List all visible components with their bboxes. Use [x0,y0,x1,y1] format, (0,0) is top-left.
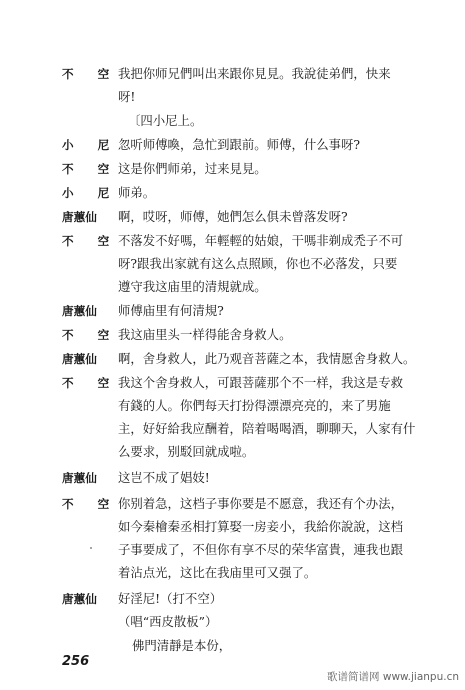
speaker-name: 不 空 [62,497,120,511]
dialogue-line [62,209,457,225]
dialogue-text: 么要求，别駁回就成啦。 [118,444,255,459]
dialogue-text: 我把你师兄們叫出来跟你見見。我說徒弟們，快来 [118,66,391,81]
dialogue-continuation [118,256,463,272]
dialogue-text: 着沾点光，这比在我庙里可又强了。 [118,565,317,580]
page-number: 256 [62,654,90,669]
dialogue-text: 这岂不成了娼妓! [118,470,210,485]
dialogue-continuation [118,89,463,105]
dialogue-line [62,351,457,367]
dialogue-line [62,161,457,177]
dialogue-continuation [118,398,463,414]
dialogue-line [62,470,457,486]
dialogue-text: 这是你們师弟，过来見見。 [118,161,267,176]
dialogue-continuation [118,279,463,295]
speaker-name: 不 空 [62,162,120,176]
dialogue-continuation [118,421,463,437]
dialogue-text: 好淫尼!（打不空） [118,591,223,606]
dialogue-text: 啊，舍身救人，此乃观音菩薩之本，我情愿舍身救人。 [118,351,416,366]
site-watermark: 歌谱简谱网 www.jianpu.cn [327,671,459,683]
speaker-name: 唐蕙仙 [62,471,97,485]
speaker-name: 不 空 [62,328,120,342]
dialogue-continuation [118,519,463,535]
dialogue-text: 忽听师傅喚，急忙到跟前。师傅，什么事呀? [118,137,361,152]
dialogue-text: 不落发不好嗎，年輕輕的姑娘，干嗎非剃成禿子不可 [118,233,403,248]
speaker-name: 唐蕙仙 [62,352,97,366]
dialogue-line [62,66,457,82]
speaker-name: 唐蕙仙 [62,304,97,318]
dialogue-text: 遵守我这庙里的清規就成。 [118,279,267,294]
dialogue-text: 子事要成了，不但你有享不尽的荣华富貴，連我也跟 [118,542,403,557]
dialogue-line [62,185,457,201]
dialogue-line [62,375,457,391]
dialogue-text: 主，好好給我应酬着，陪着喝喝酒，聊聊天，人家有什 [118,421,416,436]
dialogue-continuation [118,444,463,460]
dialogue-text: 啊，哎呀，师傅，她們怎么俱未曾落发呀? [118,209,348,224]
dialogue-line [62,137,457,153]
lyric-line: 佛門清靜是本份， [132,638,232,653]
dialogue-text: 师傅庙里有何清規? [118,303,224,318]
stage-direction: 〔四小尼上。 [128,113,203,128]
dialogue-line [62,233,457,249]
speaker-name: 唐蕙仙 [62,592,97,606]
dialogue-continuation [118,542,463,558]
dialogue-text: 呀?跟我出家就有这么点照顾，你也不必落发，只要 [118,256,398,271]
speaker-name: 不 空 [62,67,120,81]
dialogue-line [62,303,457,319]
dialogue-continuation [118,565,463,581]
dialogue-text: 我这个舍身救人，可跟菩薩那个不一样，我这是专救 [118,375,403,390]
dialogue-text: （唱“西皮散板”） [118,614,218,629]
dialogue-text: 你别着急，这档子事你要是不愿意，我还有个办法， [118,496,403,511]
dialogue-line [62,496,457,512]
dialogue-text: 呀! [118,89,136,104]
speaker-name: 不 空 [62,234,120,248]
speaker-name: 小 尼 [62,138,120,152]
dialogue-text: 如今秦檜秦丞相打算娶一房妾小，我給你說說，这档 [118,519,403,534]
print-speck [90,547,92,549]
dialogue-line [62,327,457,343]
dialogue-text: 我这庙里头一样得能舍身救人。 [118,327,292,342]
speaker-name: 唐蕙仙 [62,210,97,224]
song-direction [118,614,463,630]
dialogue-line [62,591,457,607]
speaker-name: 不 空 [62,376,120,390]
speaker-name: 小 尼 [62,186,120,200]
dialogue-text: 有錢的人。你們每天打扮得漂漂亮亮的，来了男施 [118,398,391,413]
dialogue-text: 师弟。 [118,185,156,200]
